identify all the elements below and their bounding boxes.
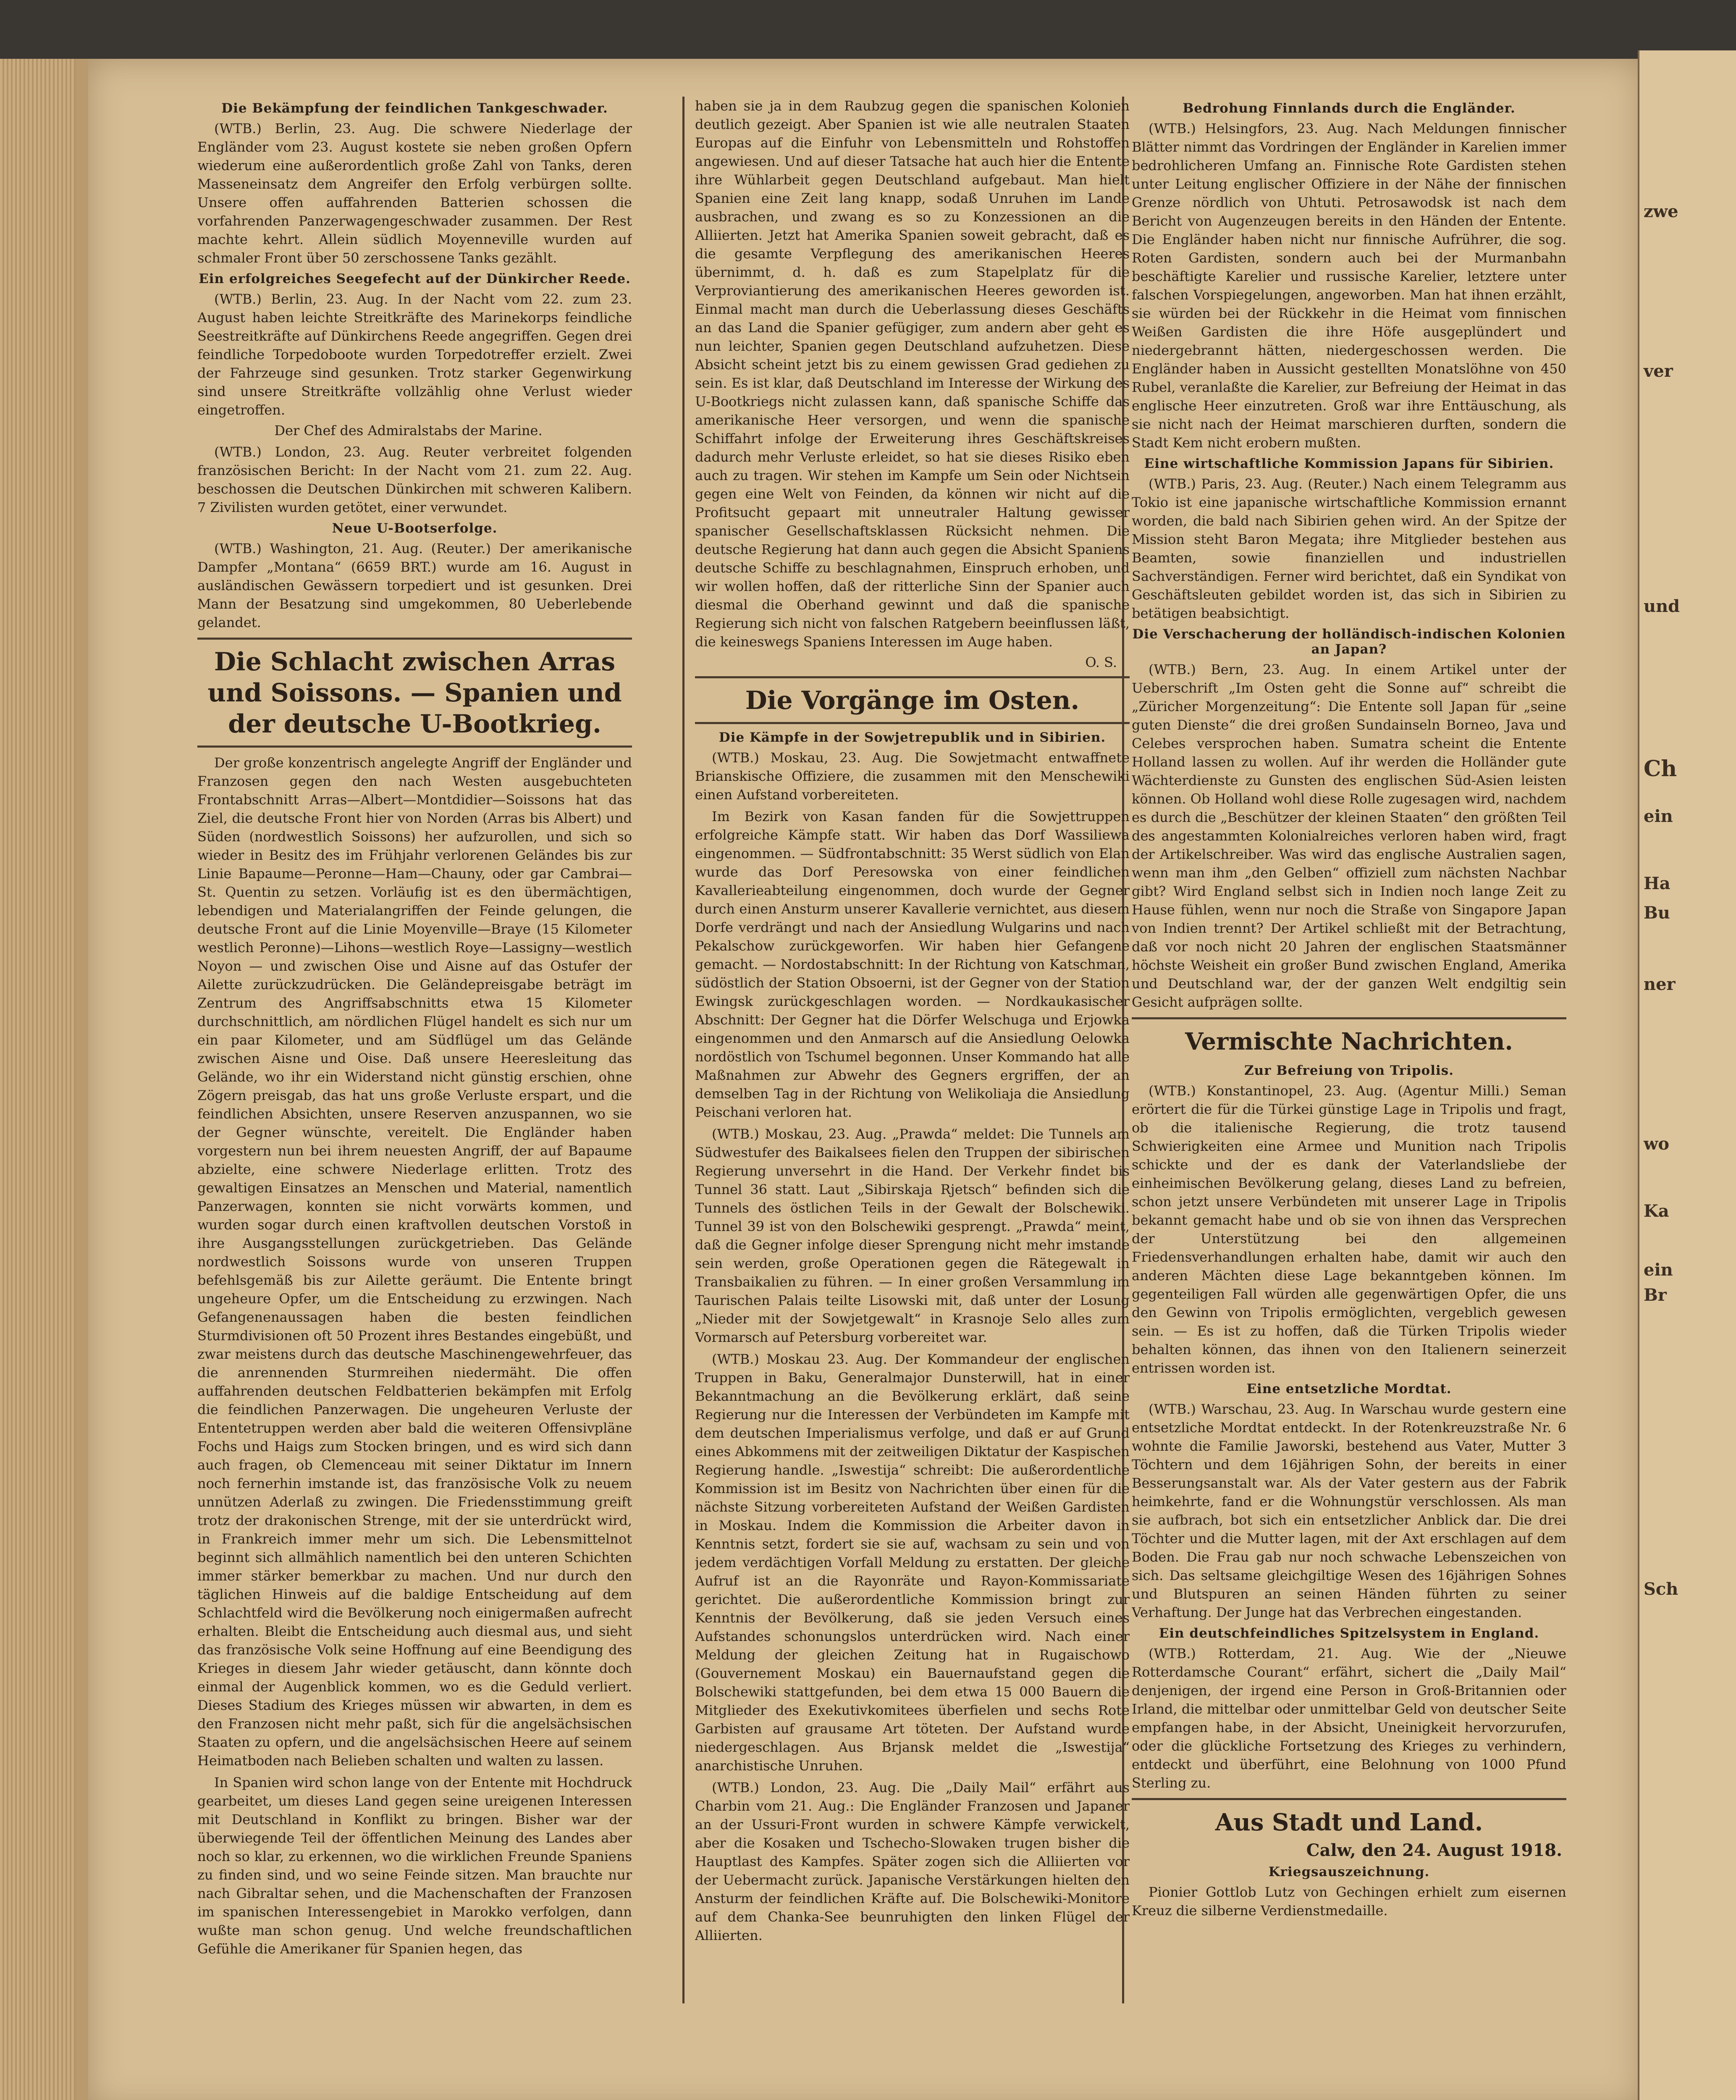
stacked-page-edges (0, 59, 76, 2100)
headline-osten: Die Vorgänge im Osten. (745, 686, 1080, 715)
section-rule (695, 676, 1130, 678)
headline-finnland: Bedrohung Finnlands durch die Engländer. (1183, 101, 1516, 116)
edge-fragment: Sch (1644, 1579, 1678, 1599)
headline-tanks: Die Bekämpfung der feindlichen Tankgeschwader. (221, 101, 608, 116)
article-kolonien: (WTB.) Bern, 23. Aug. In einem Artikel unter der Ueberschrift „Im Osten geht die Sonne auf“ schreibt die „Züricher Morgenzeitung“: Die Entente soll Japan für „seine guten Dienste“ die drei großen Sundainseln Borneo, Java und Celebes versprochen haben. Sumatra scheint die Entente Holland lassen zu wollen. Auf ihr werden die Holländer gute Wächterdienste zu Gunsten des englischen Süd-Asien leisten können. Ob Holland wohl diese Rolle zugesagen wird, nachdem es durch die „Beschützer der kleinen Staaten“ den größten Teil des angestammten Kolonialreiches verloren haben wird, fragt der Artikelschreiber. Was wird das englische Australien sagen, wenn man ihm „den Gelben“ offiziell zum nächsten Nachbar gibt? Wird England selbst sich in Indien noch lange Zeit zu Hause fühlen, wenn nur noch die Straße von Singapore Japan von Indien trennt? Der Artikel schließt mit der Betrachtung, daß vor noch nicht 20 Jahren der englischen Staatsmänner höchste Weisheit ein großer Bund zwischen England, Amerika und Deutschland war, der der ganzen Welt endgiltig sein Gesicht aufprägen sollte. (1132, 662, 1566, 1010)
signature-os: O. S. (1085, 654, 1117, 670)
headline-kaempfe: Die Kämpfe in der Sowjetrepublik und in Sibirien. (719, 730, 1106, 745)
headline-mordtat: Eine entsetzliche Mordtat. (1246, 1381, 1452, 1396)
headline-seegefecht: Ein erfolgreiches Seegefecht auf der Dünkircher Reede. (199, 271, 631, 286)
dateline-calw: Calw, den 24. August 1918. (1306, 1840, 1562, 1860)
article-mordtat: (WTB.) Warschau, 23. Aug. In Warschau wurde gestern eine entsetzliche Mordtat entdeckt. In der Rotenkreuzstraße Nr. 6 wohnte die Familie Jaworski, bestehend aus Vater, Mutter 3 Töchtern und dem 16jährigen Sohn, der bereits in einer Besserungsanstalt war. Als der Vater gestern aus der Fabrik heimkehrte, fand er die Wohnungstür verschlossen. Als man sie aufbrach, bot sich ein entsetzlicher Anblick dar. Die drei Töchter und die Mutter lagen, mit der Axt erschlagen auf dem Boden. Die Frau gab nur noch schwache Lebenszeichen von sich. Das seltsame gleichgiltige Wesen des 16jährigen Sohnes und Blutspuren an seinen Händen führten zu seiner Verhaftung. Der Junge hat das Verbrechen eingestanden. (1132, 1401, 1566, 1620)
headline-kolonien: Die Verschacherung der holländisch-indischen Kolonien an Japan? (1132, 627, 1566, 657)
article-london-charbin: (WTB.) London, 23. Aug. Die „Daily Mail“ erfährt aus Charbin vom 21. Aug.: Die Engländer Franzosen und Japaner an der Ussuri-Front wurden in schwere Kämpfe verwickelt, aber die Kosaken und Tschecho-Slowaken trugen bisher die Hauptlast des Kampfes. Später zogen sich die Alliierten vor der Uebermacht zurück. Japanische Verstärkungen hielten den Ansturm der feindlichen Kräfte auf. Die Bolschewiki-Monitore auf dem Chanka-See beunruhigten den linken Flügel der Alliierten. (695, 1780, 1130, 1943)
article-uboot: (WTB.) Washington, 21. Aug. (Reuter.) Der amerikanische Dampfer „Montana“ (6659 BRT.) wurde am 16. August in ausländischen Gewässern torpediert und ist gesunken. Drei Mann der Besatzung sind umgekommen, 80 Ueberlebende gelandet. (197, 541, 632, 630)
article-spanien-cont: haben sie ja in dem Raubzug gegen die spanischen Kolonien deutlich gezeigt. Aber Spanien ist wie alle neutralen Staaten Europas auf die Einfuhr von Lebensmitteln und Rohstoffen angewiesen. Und auf dieser Tatsache hat auch hier die Entente ihre Wühlarbeit gegen Deutschland aufgebaut. Man hielt Spanien eine Zeit lang knapp, sodaß Unruhen im Lande ausbrachen, und zwang es so zu Konzessionen an die Alliierten. Jetzt hat Amerika Spanien soweit gebracht, daß es die gesamte Verpflegung des amerikanischen Heeres übernimmt, d. h. daß es zum Stapelplatz für die Verproviantierung des amerikanischen Heeres geworden ist. Einmal macht man durch die Ueberlassung dieses Geschäfts an das Land die Spanier gefügiger, zum andern aber geht es nun leichter, Spanien gegen Deutschland aufzuhetzen. Diese Absicht scheint jetzt bis zu einem gewissen Grad gediehen zu sein. Es ist klar, daß Deutschland im Interesse der Wirkung des U-Bootkriegs nicht zulassen kann, daß spanische Schiffe das amerikanische Heer versorgen, und wenn die spanische Schiffahrt infolge der Erweiterung ihres Geschäftskreises dadurch mehr Verluste erleidet, so hat sie dieses Risiko eben auch zu tragen. Wir stehen im Kampfe um Sein oder Nichtsein gegen eine Welt von Feinden, da können wir nicht auf die Profitsucht gepaart mit unneutraler Haltung gewisser spanischer Gesellschaftsklassen Rücksicht nehmen. Die deutsche Regierung hat dann auch gegen die Absicht Spaniens deutsche Schiffe zu beschlagnahmen, Einspruch erhoben, und wir wollen hoffen, daß der ritterliche Sinn der Spanier auch diesmal die Oberhand gewinnt und daß die spanische Regierung sich nicht von falschen Ratgebern beeinflussen läßt, die keineswegs Spaniens Interessen im Auge haben. (695, 98, 1130, 650)
article-spitzel: (WTB.) Rotterdam, 21. Aug. Wie der „Nieuwe Rotterdamsche Courant“ erfährt, sichert die „Daily Mail“ denjenigen, der irgend eine Person in Groß-Britannien oder Irland, die mittelbar oder unmittelbar Geld von deutscher Seite empfangen habe, in der Absicht, Uneinigkeit hervorzurufen, oder die glückliche Fortsetzung des Krieges zu verhindern, entdeckt und überführt, eine Belohnung von 1000 Pfund Sterling zu. (1132, 1646, 1566, 1791)
edge-fragment: wo (1644, 1134, 1670, 1154)
column-3 (1132, 97, 1566, 2083)
article-kriegsauszeichnung: Pionier Gottlob Lutz von Gechingen erhielt zum eisernen Kreuz die silberne Verdienstmedaille. (1132, 1884, 1566, 1919)
edge-fragment: Ha (1644, 874, 1670, 893)
headline-schlacht: Die Schlacht zwischen Arras und Soissons. — Spanien und der deutsche U-Bootkrieg. (207, 647, 622, 739)
headline-spitzel: Ein deutschfeindliches Spitzelsystem in England. (1159, 1626, 1539, 1641)
headline-stadt-land: Aus Stadt und Land. (1215, 1809, 1483, 1836)
signature-marine: Der Chef des Admiralstabs der Marine. (274, 423, 543, 438)
article-schlacht-1: Der große konzentrisch angelegte Angriff der Engländer und Franzosen gegen den nach Westen ausgebuchteten Frontabschnitt Arras—Albert—Montdidier—Soissons hat das Ziel, die deutsche Front hier von Norden (Arras bis Albert) und Süden (nordwestlich Soissons) her aufzurollen, und sich so wieder in Besitz des im Frühjahr verlorenen Geländes bis zur Linie Bapaume—Peronne—Ham—Chauny, oder gar Cambrai—St. Quentin zu setzen. Vorläufig ist es den übermächtigen, lebendigen und Materialangriffen der Feinde gelungen, die deutsche Front auf die Linie Moyenville—Braye (15 Kilometer westlich Peronne)—Lihons—westlich Roye—Lassigny—westlich Noyon — und zwischen Oise und Aisne auf das Ostufer der Ailette zurückzudrücken. Die Geländepreisgabe beträgt im Zentrum des Angriffsabschnitts etwa 15 Kilometer durchschnittlich, am nördlichen Flügel handelt es sich nur um ein paar Kilometer, und am Südflügel um das Gelände zwischen Aisne und Oise. Daß unsere Heeresleitung das Gelände, wo ihr ein Widerstand nicht günstig erschien, ohne Zögern preisgab, das hat uns große Verluste erspart, und die feindlichen Absichten, unsere Reserven anzuspannen, wo sie der Gegner wünschte, vereitelt. Die Engländer haben vorgestern nun bei ihrem neuesten Angriff, der auf Bapaume abzielte, eine schwere Niederlage erlitten. Trotz des gewaltigen Einsatzes an Menschen und Material, namentlich Panzerwagen, konnten sie nicht vorwärts kommen, und wurden sogar durch einen kraftvollen deutschen Vorstoß in ihre Ausgangsstellungen zurückgetrieben. Das Gelände nordwestlich Soissons wurde von unseren Truppen befehlsgemäß bis zur Ailette geräumt. Die Entente bringt ungeheure Opfer, um die Entscheidung zu erzwingen. Nach Gefangenenaussagen haben die besten feindlichen Sturmdivisionen oft 50 Prozent ihres Bestandes eingebüßt, und zwar meistens durch das deutsche Maschinengewehrfeuer, das die anrennenden Sturmreihen niedermäht. Die offen auffahrenden deutschen Feldbatterien bekämpfen mit Erfolg die feindlichen Panzerwagen. Die ungeheuren Verluste der Ententetruppen werden aber bald die weiteren Offensivpläne Fochs und Haigs zum Stocken bringen, und es wird sich dann auch fragen, ob Clemenceau mit seiner Diktatur im Innern noch fernerhin imstande ist, das französische Volk zu neuem unnützen Aderlaß zu zwingen. Die Friedensstimmung greift trotz der drakonischen Strenge, mit der sie unterdrückt wird, in Frankreich immer mehr um sich. Die Lebensmittelnot beginnt sich allmählich namentlich bei den unteren Schichten immer stärker bemerkbar zu machen. Und nur durch den täglichen Hinweis auf die baldige Entscheidung auf dem Schlachtfeld wird die Bevölkerung noch einigermaßen aufrecht erhalten. Bleibt die Entscheidung auch diesmal aus, und sieht das französische Volk seine Hoffnung auf eine Beendigung des Krieges in diesem Jahr wieder getäuscht, dann könnte doch einmal der Augenblick kommen, wo es die Geduld verliert. Dieses Stadium des Krieges müssen wir abwarten, in dem es den Franzosen nicht mehr paßt, sich für die angelsächsischen Staaten zu opfern, und die angelsächsischen Heere auf seinem Heimatboden nach Belieben schalten und walten zu lassen. (197, 755, 632, 1769)
section-rule (197, 746, 632, 748)
edge-fragment: Br (1644, 1285, 1667, 1305)
edge-fragment: Ka (1644, 1201, 1669, 1221)
headline-kriegsauszeichnung: Kriegsauszeichnung. (1268, 1864, 1430, 1880)
article-japan: (WTB.) Paris, 23. Aug. (Reuter.) Nach einem Telegramm aus Tokio ist eine japanische wirtschaftliche Kommission ernannt worden, die bald nach Sibirien gehen wird. An der Spitze der Mission steht Baron Megata; ihre Mitglieder bestehen aus Beamten, sowie finanziellen und industriellen Sachverständigen. Ferner wird berichtet, daß ein Syndikat von Geschäftsleuten gebildet worden ist, das sich in Sibirien zu betätigen beabsichtigt. (1132, 476, 1566, 621)
edge-fragment: Ch (1644, 756, 1677, 782)
article-moskau-1: (WTB.) Moskau, 23. Aug. Die Sowjetmacht entwaffnete Brianskische Offiziere, die zusammen mit den Menschewiki einen Aufstand vorbereiteten. (695, 750, 1130, 803)
article-tanks: (WTB.) Berlin, 23. Aug. Die schwere Niederlage der Engländer vom 23. August kostete sie neben großen Opfern wiederum eine außerordentlich große Zahl von Tanks, deren Masseneinsatz dem Angreifer den Erfolg verbürgen sollte. Unsere offen auffahrenden Batterien schossen die vorfahrenden Panzerwagengeschwader zusammen. Der Rest machte kehrt. Allein südlich Moyenneville wurden auf schmaler Front über 50 zerschossene Tanks gezählt. (197, 121, 632, 266)
article-london-duenkirchen: (WTB.) London, 23. Aug. Reuter verbreitet folgenden französischen Bericht: In der Nacht vom 21. zum 22. Aug. beschossen die Deutschen Dünkirchen mit schweren Kalibern. 7 Zivilisten wurden getötet, einer verwundet. (197, 444, 632, 515)
section-rule (695, 722, 1130, 724)
article-moskau-2: (WTB.) Moskau, 23. Aug. „Prawda“ meldet: Die Tunnels am Südwestufer des Baikalsees fielen den Truppen der sibirischen Regierung unversehrt in die Hand. Der Verkehr findet bis Tunnel 36 statt. Laut „Sibirskaja Rjetsch“ befinden sich die Tunnels des östlichen Teils in der Gewalt der Bolschewiki. Tunnel 39 ist von den Bolschewiki gesprengt. „Prawda“ meint, daß die Gegner infolge dieser Sprengung nicht mehr imstande sein werden, große Operationen gegen die Rätegewalt in Transbaikalien zu führen. — In einer großen Versammlung im Taurischen Palais teilte Lisowski mit, daß unter der Losung „Nieder mit der Sowjetgewalt“ in Krasnoje Selo alles zum Vormarsch auf Petersburg vorbereitet war. (695, 1126, 1130, 1345)
article-kasan: Im Bezirk von Kasan fanden für die Sowjettruppen erfolgreiche Kämpfe statt. Wir haben das Dorf Wassiliewa eingenommen. — Südfrontabschnitt: 35 Werst südlich von Elan wurde das Dorf Peresowska von einer feindlichen Kavallerieabteilung eingenommen, doch wurde der Gegner durch einen Ansturm unserer Kavallerie vernichtet, aus diesem Dorfe verdrängt und nach der Ansiedlung Wulgarins und nach Pekalschow zurückgeworfen. Wir haben hier Gefangene gemacht. — Nordostabschnitt: In der Richtung von Katschman, südöstlich der Station Obsoerni, ist der Gegner von der Station Ewingsk zurückgeschlagen worden. — Nordkaukasischer Abschnitt: Der Gegner hat die Dörfer Welschuga und Erjowka eingenommen und den Anmarsch auf die Ansiedlung Oelowka nordöstlich von Tschumel begonnen. Unser Kommando hat alle Maßnahmen zur Abwehr des Gegners ergriffen, der an demselben Tag in der Richtung von Welikoliaja die Ansiedlung Peischani verloren hat. (695, 808, 1130, 1120)
article-finnland: (WTB.) Helsingfors, 23. Aug. Nach Meldungen finnischer Blätter nimmt das Vordringen der Engländer in Karelien immer bedrohlicheren Umfang an. Finnische Rote Gardisten stehen unter Leitung englischer Offiziere in der Nähe der finnischen Grenze nördlich von Uhtuti. Petrosawodsk ist nach dem Bericht von Augenzeugen bereits in den Händen der Entente. Die Engländer haben nicht nur finnische Aufrührer, die sog. Roten Gardisten, sondern auch bei der Murmanbahn beschäftigte Karelier und russische Karelier, letztere unter falschen Vorspiegelungen, angeworben. Man hat ihnen erzählt, sie würden bei der Rückkehr in die Heimat vom finnischen Weißen Gardisten die ihre Höfe ausgeplündert und niedergebrannt hätten, niedergeschossen werden. Die Engländer haben in Aussicht gestellten Monatslöhne von 450 Rubel, veranlaßte die Karelier, zur Befreiung der Heimat in das englische Heer einzutreten. Groß war ihre Enttäuschung, als sie nicht nach der Heimat marschieren durften, sondern die Stadt Kem nicht erobern mußten. (1132, 121, 1566, 451)
edge-fragment: ner (1644, 974, 1676, 994)
headline-tripolis: Zur Befreiung von Tripolis. (1244, 1063, 1454, 1078)
article-tripolis: (WTB.) Konstantinopel, 23. Aug. (Agentur Milli.) Seman erörtert die für die Türkei günstige Lage in Tripolis und fragt, ob die italienische Regierung, die trotz tausend Schwierigkeiten eine Armee und Munition nach Tripolis schickte und der es dank der Vaterlandsliebe der einheimischen Bevölkerung gelang, dieses Land zu befreien, schon jetzt unsere Verbündeten mit unserer Lage in Tripolis bekannt gemacht habe und ob sie von ihnen das Versprechen der Unterstützung bei den allgemeinen Friedensverhandlungen erhalten habe, damit wir auch den anderen Mächten diese Lage bekanntgeben können. Im gegenteiligen Fall würden alle gegenwärtigen Opfer, die uns den Gewinn von Tripolis ermöglichten, vergeblich gewesen sein. — Es ist zu hoffen, daß die Türken Tripolis wieder behalten können, das ihnen von den Italienern seinerzeit entrissen worden ist. (1132, 1083, 1566, 1376)
article-moskau-3: (WTB.) Moskau 23. Aug. Der Kommandeur der englischen Truppen in Baku, Generalmajor Dunsterwill, hat in einer Bekanntmachung an die Bevölkerung erklärt, daß seine Regierung nur die Interessen der Verbündeten im Kampfe mit dem deutschen Imperialismus verfolge, und daß er auf Grund eines Abkommens mit der zeitweiligen Diktatur der Kaspischen Regierung handle. „Iswestija“ schreibt: Die außerordentliche Kommission ist im Besitz von Nachrichten über einen für die nächste Sitzung vorbereiteten Aufstand der Weißen Gardisten in Moskau. Indem die Kommission die Arbeiter davon in Kenntnis setzt, fordert sie sie auf, wachsam zu sein und von jedem verdächtigen Vorfall Meldung zu erstatten. Der gleiche Aufruf ist an die Rayonräte und Rayon-Kommissariate gerichtet. Die außerordentliche Kommission bringt zur Kenntnis der Bevölkerung, daß sie jeden Versuch eines Aufstandes schonungslos unterdrücken wird. Nach einer Meldung der gleichen Zeitung hat in Rugaischowo (Gouvernement Moskau) ein Bauernaufstand gegen die Bolschewiki stattgefunden, bei dem etwa 15 000 Bauern die Mitglieder des Exekutivkomitees überfielen und sechs Rote Garbisten auf grausame Art töteten. Der Aufstand wurde niedergeschlagen. Aus Brjansk meldet die „Iswestija“ anarchistische Unruhen. (695, 1351, 1130, 1774)
column-rule-1 (682, 97, 684, 2003)
adjacent-page-edge (1638, 50, 1736, 2100)
edge-fragment: ver (1644, 361, 1673, 381)
section-rule (1132, 1798, 1566, 1800)
edge-fragment: ein (1644, 806, 1673, 826)
headline-uboot: Neue U-Bootserfolge. (332, 521, 498, 536)
headline-japan: Eine wirtschaftliche Kommission Japans für Sibirien. (1144, 456, 1554, 471)
headline-vermischte: Vermischte Nachrichten. (1185, 1028, 1513, 1055)
edge-fragment: zwe (1644, 202, 1678, 221)
edge-fragment: ein (1644, 1260, 1673, 1280)
article-seegefecht: (WTB.) Berlin, 23. Aug. In der Nacht vom 22. zum 23. August haben leichte Streitkräfte des Marinekorps feindliche Seestreitkräfte auf Dünkirchens Reede angegriffen. Gegen drei feindliche Torpedoboote wurden Torpedotreffer erzielt. Zwei der Fahrzeuge sind gesunken. Trotz starker Gegenwirkung sind unsere Streitkräfte vollzählig ohne Verlust wieder eingetroffen. (197, 291, 632, 418)
section-rule (1132, 1017, 1566, 1019)
column-1 (197, 97, 632, 2083)
edge-fragment: Bu (1644, 903, 1670, 923)
column-2 (695, 97, 1130, 2083)
edge-fragment: und (1644, 596, 1680, 616)
article-schlacht-2: In Spanien wird schon lange von der Entente mit Hochdruck gearbeitet, um dieses Land gegen seine ureigenen Interessen mit Deutschland in Konflikt zu bringen. Bisher war der überwiegende Teil der öffentlichen Meinung des Landes aber noch so klar, zu erkennen, wo die wirklichen Freunde Spaniens zu finden sind, und wo seine Feinde sitzen. Man brauchte nur nach Gibraltar sehen, und die Machenschaften der Franzosen im spanischen Interessengebiet in Marokko verfolgen, dann wußte man schon genug. Und welche freundschaftlichen Gefühle die Amerikaner für Spanien hegen, das (197, 1774, 632, 1957)
section-rule (197, 638, 632, 640)
